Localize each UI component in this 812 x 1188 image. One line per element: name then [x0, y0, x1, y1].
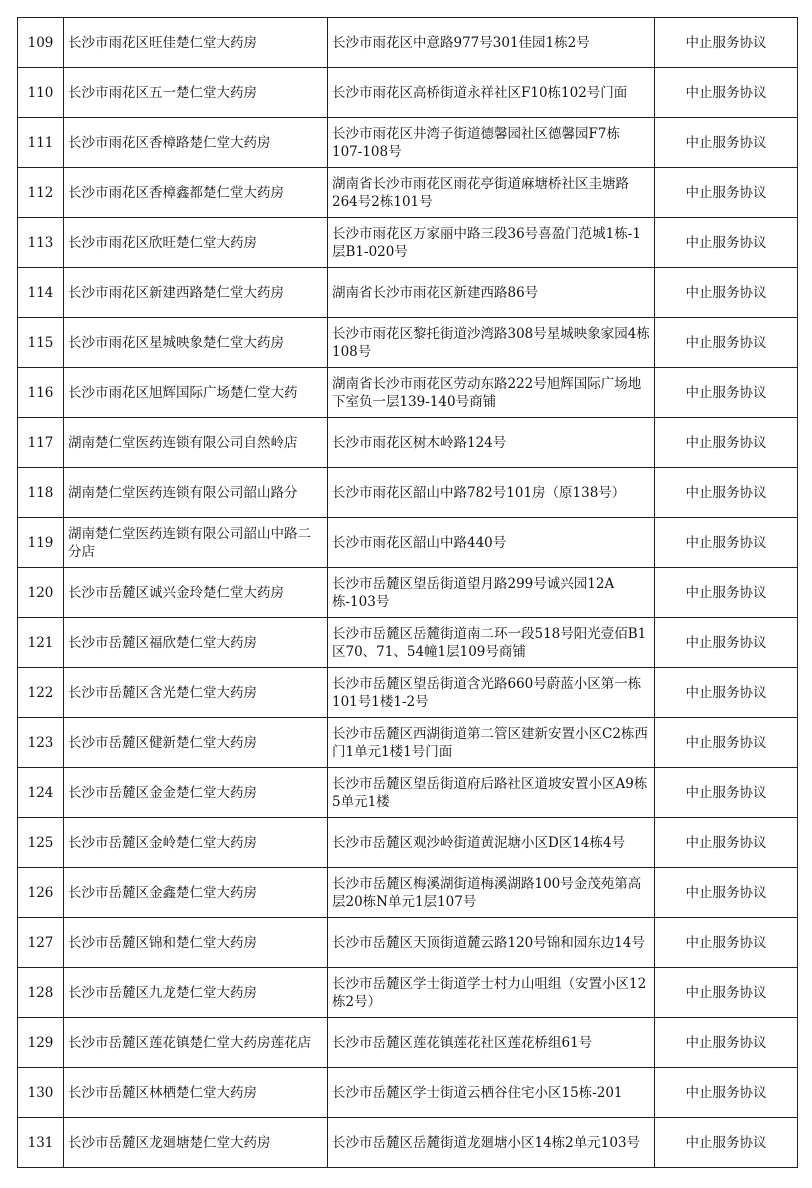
- cell-status: 中止服务协议: [655, 318, 798, 368]
- cell-address: 湖南省长沙市雨花区劳动东路222号旭辉国际广场地下室负一层139-140号商铺: [328, 368, 655, 418]
- cell-status: 中止服务协议: [655, 968, 798, 1018]
- cell-number: 120: [18, 568, 64, 618]
- cell-address: 长沙市岳麓区岳麓街道龙廻塘小区14栋2单元103号: [328, 1118, 655, 1168]
- cell-status: 中止服务协议: [655, 368, 798, 418]
- cell-status: 中止服务协议: [655, 418, 798, 468]
- cell-address: 长沙市雨花区高桥街道永祥社区F10栋102号门面: [328, 68, 655, 118]
- cell-status: 中止服务协议: [655, 818, 798, 868]
- table-row: [18, 818, 798, 868]
- cell-status: 中止服务协议: [655, 68, 798, 118]
- cell-status: 中止服务协议: [655, 18, 798, 68]
- cell-number: 127: [18, 918, 64, 968]
- table-row: [18, 268, 798, 318]
- cell-address: 长沙市岳麓区观沙岭街道黄泥塘小区D区14栋4号: [328, 818, 655, 868]
- cell-address: 长沙市雨花区韶山中路440号: [328, 518, 655, 568]
- cell-number: 123: [18, 718, 64, 768]
- cell-number: 118: [18, 468, 64, 518]
- cell-pharmacy-name: 长沙市岳麓区金岭楚仁堂大药房: [64, 818, 328, 868]
- cell-pharmacy-name: 长沙市雨花区香樟路楚仁堂大药房: [64, 118, 328, 168]
- cell-pharmacy-name: 长沙市岳麓区锦和楚仁堂大药房: [64, 918, 328, 968]
- cell-pharmacy-name: 长沙市雨花区香樟鑫都楚仁堂大药房: [64, 168, 328, 218]
- cell-address: 长沙市岳麓区学士街道学士村力山咀组（安置小区12栋2号）: [328, 968, 655, 1018]
- cell-pharmacy-name: 长沙市岳麓区健新楚仁堂大药房: [64, 718, 328, 768]
- cell-address: 长沙市岳麓区望岳街道府后路社区道坡安置小区A9栋5单元1楼: [328, 768, 655, 818]
- cell-number: 122: [18, 668, 64, 718]
- cell-status: 中止服务协议: [655, 218, 798, 268]
- pharmacy-table-page: [17, 17, 798, 1168]
- cell-number: 128: [18, 968, 64, 1018]
- cell-address: 长沙市岳麓区望岳街道望月路299号诚兴园12A栋-103号: [328, 568, 655, 618]
- table-row: [18, 518, 798, 568]
- cell-pharmacy-name: 长沙市岳麓区诚兴金玲楚仁堂大药房: [64, 568, 328, 618]
- table-row: [18, 168, 798, 218]
- cell-number: 113: [18, 218, 64, 268]
- cell-pharmacy-name: 长沙市岳麓区龙廻塘楚仁堂大药房: [64, 1118, 328, 1168]
- cell-number: 109: [18, 18, 64, 68]
- cell-status: 中止服务协议: [655, 118, 798, 168]
- cell-address: 长沙市雨花区万家丽中路三段36号喜盈门范城1栋-1层B1-020号: [328, 218, 655, 268]
- table-row: [18, 1068, 798, 1118]
- cell-address: 长沙市岳麓区梅溪湖街道梅溪湖路100号金茂苑第高层20栋N单元1层107号: [328, 868, 655, 918]
- cell-address: 长沙市雨花区韶山中路782号101房（原138号）: [328, 468, 655, 518]
- cell-number: 124: [18, 768, 64, 818]
- table-row: [18, 568, 798, 618]
- cell-pharmacy-name: 长沙市岳麓区福欣楚仁堂大药房: [64, 618, 328, 668]
- cell-pharmacy-name: 湖南楚仁堂医药连锁有限公司韶山路分: [64, 468, 328, 518]
- cell-pharmacy-name: 长沙市雨花区星城映象楚仁堂大药房: [64, 318, 328, 368]
- cell-address: 湖南省长沙市雨花区新建西路86号: [328, 268, 655, 318]
- cell-address: 长沙市岳麓区望岳街道含光路660号蔚蓝小区第一栋101号1楼1-2号: [328, 668, 655, 718]
- table-row: [18, 218, 798, 268]
- table-row: [18, 918, 798, 968]
- cell-number: 121: [18, 618, 64, 668]
- cell-pharmacy-name: 长沙市雨花区旺佳楚仁堂大药房: [64, 18, 328, 68]
- cell-pharmacy-name: 长沙市岳麓区含光楚仁堂大药房: [64, 668, 328, 718]
- cell-pharmacy-name: 长沙市雨花区五一楚仁堂大药房: [64, 68, 328, 118]
- table-row: [18, 18, 798, 68]
- cell-address: 长沙市岳麓区学士街道云栖谷住宅小区15栋-201: [328, 1068, 655, 1118]
- cell-status: 中止服务协议: [655, 1118, 798, 1168]
- table-row: [18, 1018, 798, 1068]
- cell-pharmacy-name: 长沙市岳麓区金鑫楚仁堂大药房: [64, 868, 328, 918]
- cell-status: 中止服务协议: [655, 668, 798, 718]
- table-row: [18, 1118, 798, 1168]
- cell-status: 中止服务协议: [655, 468, 798, 518]
- table-row: [18, 68, 798, 118]
- cell-status: 中止服务协议: [655, 268, 798, 318]
- cell-number: 125: [18, 818, 64, 868]
- cell-pharmacy-name: 长沙市雨花区新建西路楚仁堂大药房: [64, 268, 328, 318]
- cell-status: 中止服务协议: [655, 168, 798, 218]
- cell-number: 126: [18, 868, 64, 918]
- cell-number: 130: [18, 1068, 64, 1118]
- table-body: [18, 18, 798, 1168]
- cell-number: 111: [18, 118, 64, 168]
- cell-pharmacy-name: 湖南楚仁堂医药连锁有限公司自然岭店: [64, 418, 328, 468]
- table-row: [18, 468, 798, 518]
- table-row: [18, 368, 798, 418]
- cell-pharmacy-name: 长沙市岳麓区九龙楚仁堂大药房: [64, 968, 328, 1018]
- cell-address: 长沙市岳麓区莲花镇莲花社区莲花桥组61号: [328, 1018, 655, 1068]
- table-row: [18, 718, 798, 768]
- cell-address: 长沙市雨花区树木岭路124号: [328, 418, 655, 468]
- cell-status: 中止服务协议: [655, 918, 798, 968]
- table-row: [18, 868, 798, 918]
- cell-number: 129: [18, 1018, 64, 1068]
- cell-number: 112: [18, 168, 64, 218]
- cell-status: 中止服务协议: [655, 768, 798, 818]
- cell-status: 中止服务协议: [655, 568, 798, 618]
- cell-address: 湖南省长沙市雨花区雨花亭街道麻塘桥社区圭塘路264号2栋101号: [328, 168, 655, 218]
- cell-address: 长沙市雨花区黎托街道沙湾路308号星城映象家园4栋108号: [328, 318, 655, 368]
- cell-status: 中止服务协议: [655, 1018, 798, 1068]
- table-row: [18, 668, 798, 718]
- cell-number: 114: [18, 268, 64, 318]
- cell-address: 长沙市雨花区中意路977号301佳园1栋2号: [328, 18, 655, 68]
- cell-pharmacy-name: 长沙市雨花区欣旺楚仁堂大药房: [64, 218, 328, 268]
- table-row: [18, 318, 798, 368]
- cell-address: 长沙市岳麓区西湖街道第二管区建新安置小区C2栋西门1单元1楼1号门面: [328, 718, 655, 768]
- cell-address: 长沙市岳麓区岳麓街道南二环一段518号阳光壹佰B1区70、71、54幢1层109号商铺: [328, 618, 655, 668]
- table-row: [18, 418, 798, 468]
- pharmacy-table: [17, 17, 798, 1168]
- cell-number: 131: [18, 1118, 64, 1168]
- table-row: [18, 118, 798, 168]
- cell-number: 116: [18, 368, 64, 418]
- cell-number: 110: [18, 68, 64, 118]
- cell-status: 中止服务协议: [655, 868, 798, 918]
- table-row: [18, 768, 798, 818]
- cell-status: 中止服务协议: [655, 1068, 798, 1118]
- cell-pharmacy-name: 长沙市雨花区旭辉国际广场楚仁堂大药: [64, 368, 328, 418]
- cell-address: 长沙市岳麓区天顶街道麓云路120号锦和园东边14号: [328, 918, 655, 968]
- cell-number: 117: [18, 418, 64, 468]
- cell-status: 中止服务协议: [655, 518, 798, 568]
- cell-number: 115: [18, 318, 64, 368]
- table-row: [18, 968, 798, 1018]
- cell-pharmacy-name: 长沙市岳麓区林栖楚仁堂大药房: [64, 1068, 328, 1118]
- cell-status: 中止服务协议: [655, 718, 798, 768]
- cell-status: 中止服务协议: [655, 618, 798, 668]
- cell-pharmacy-name: 长沙市岳麓区莲花镇楚仁堂大药房莲花店: [64, 1018, 328, 1068]
- table-row: [18, 618, 798, 668]
- cell-number: 119: [18, 518, 64, 568]
- cell-pharmacy-name: 湖南楚仁堂医药连锁有限公司韶山中路二分店: [64, 518, 328, 568]
- cell-address: 长沙市雨花区井湾子街道德馨园社区德馨园F7栋107-108号: [328, 118, 655, 168]
- cell-pharmacy-name: 长沙市岳麓区金金楚仁堂大药房: [64, 768, 328, 818]
